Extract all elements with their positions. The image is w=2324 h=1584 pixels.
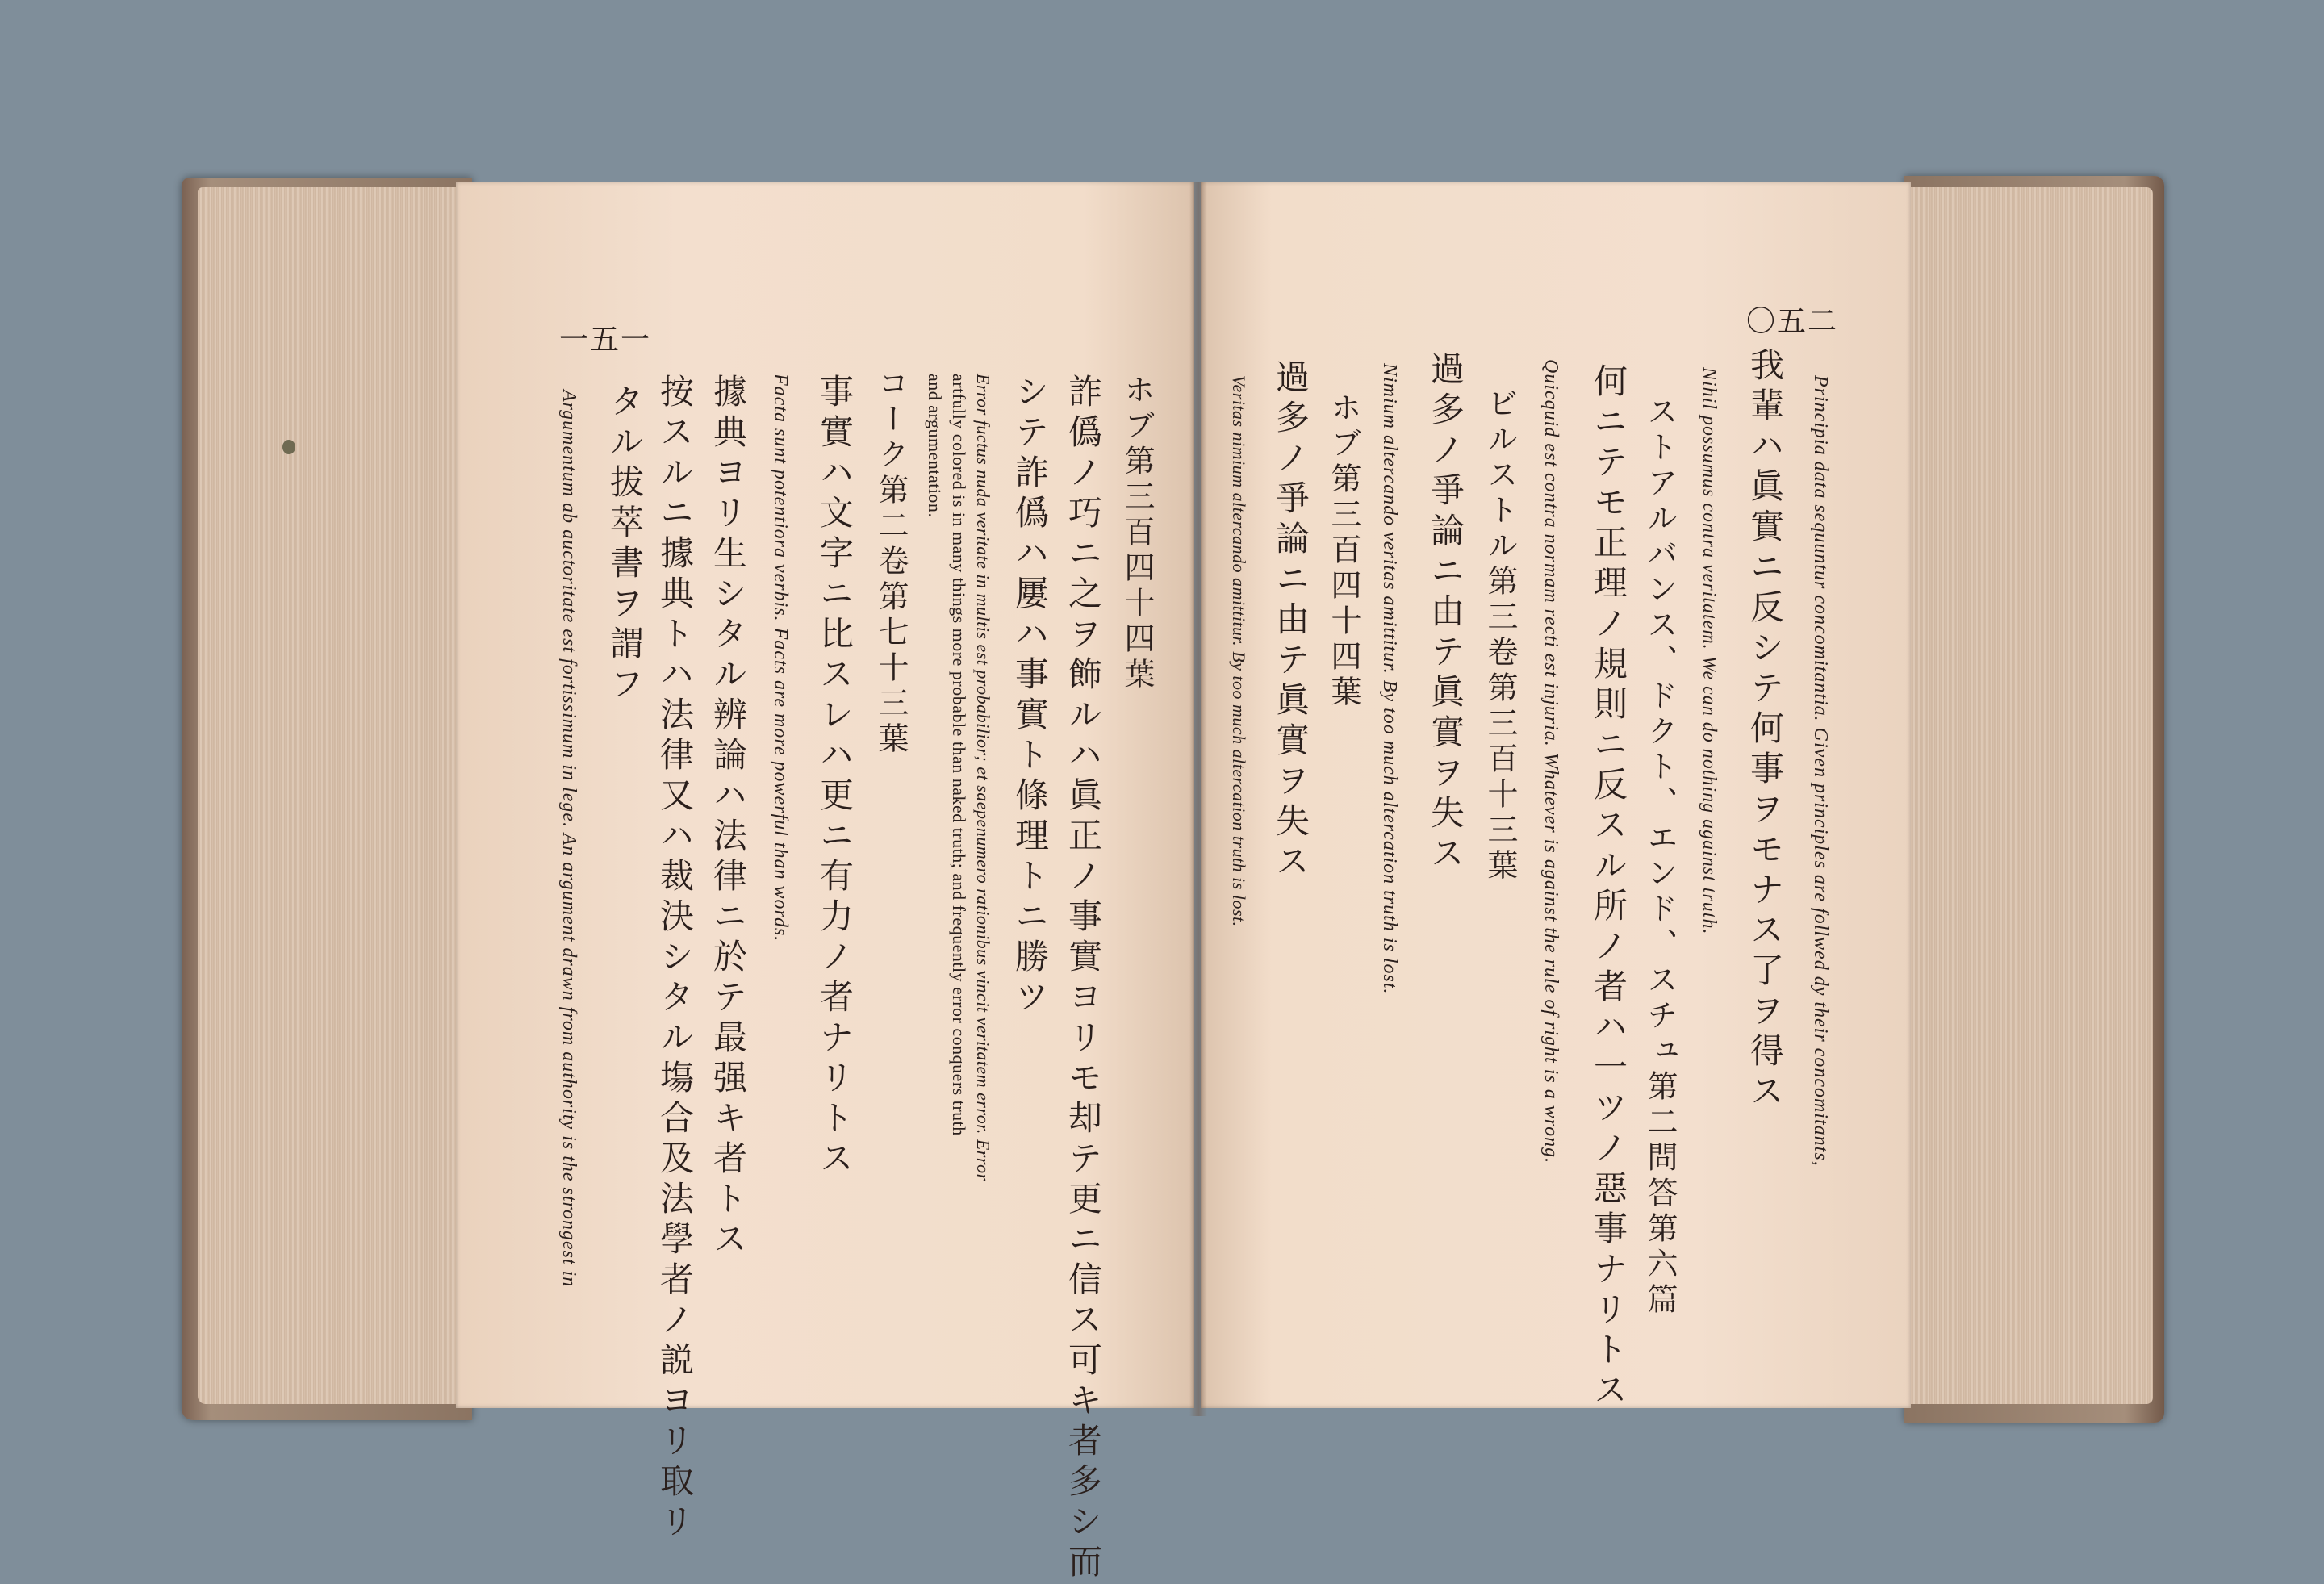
left-page-stack (198, 187, 456, 1404)
left-col-5: and argumentation. (925, 374, 945, 518)
book-gutter (1189, 182, 1207, 1416)
right-col-3: ストアルバンス、ドクト、エンド、スチュ第二問答第六篇 (1642, 395, 1678, 1319)
left-col-7: 事實ハ文字ニ比スレハ更ニ有力ノ者ナリトス (815, 374, 855, 1181)
left-page (456, 182, 1194, 1584)
right-col-4: 何ニテモ正理ノ規則ニ反スル所ノ者ハ一ツノ惡事ナリトス (1589, 363, 1628, 1412)
right-col-5: Quicquid est contra normam recti est injuria. Whatever is against the rule of right is a wrong. (1540, 359, 1561, 1164)
left-col-0: ホブ第三百四十四葉 (1119, 374, 1155, 693)
right-col-2: Nihil possumus contra veritatem. We can do nothing against truth. (1699, 367, 1720, 935)
right-col-0: Principia data sequuntur concomitantia. Given principles are follwed dy their concomitants, (1810, 375, 1831, 1167)
right-col-1: 我輩ハ眞實ニ反シテ何事ヲモナス了ヲ得ス (1745, 347, 1785, 1114)
right-page (1201, 182, 1911, 1412)
left-col-10: Argumentum ab auctoritate est fortissimum in lege. An argument drawn from authority is the strongest in (558, 390, 579, 1288)
right-col-8: Nimium altercando veritas amittitur. By too much altercation truth is lost. (1379, 363, 1400, 995)
right-page-number: 〇五二 (1746, 305, 1839, 338)
right-col-9: ホブ第三百四十四葉 (1326, 391, 1361, 711)
left-col-6: コーク第二卷第七十三葉 (873, 367, 909, 758)
left-col-4: artfully colored is in many things more probable than naked truth; and frequently error conquers truth (949, 374, 969, 1136)
right-col-7: 過多ノ爭論ニ由テ眞實ヲ失ス (1426, 351, 1465, 876)
right-col-10: 過多ノ爭論ニ由テ眞實ヲ失ス (1271, 359, 1310, 884)
left-col-3: Error fuctus nuda veritate in multis est probabilior; et saepenumero rationibus vincit veritatem error. Error (973, 374, 993, 1181)
left-col-9: 據典ヨリ生シタル辨論ハ法律ニ於テ最强キ者トス (708, 374, 748, 1261)
left-col-8: Facta sunt potentiora verbis. Facts are more powerful than words. (770, 374, 791, 942)
left-page-number: 一五一 (559, 324, 652, 357)
left-col-2: シテ詐僞ハ屢ハ事實ト條理トニ勝ツ (1010, 374, 1050, 1019)
right-col-6: ビルストル第三卷第三百十三葉 (1482, 387, 1518, 884)
left-col-11: 按スルニ據典トハ法律又ハ裁決シタル塲合及法學者ノ説ヨリ取リ (655, 374, 695, 1544)
binding-hole (282, 440, 295, 454)
right-page-stack (1911, 187, 2153, 1404)
left-col-1: 詐僞ノ巧ニ之ヲ飾ルハ眞正ノ事實ヨリモ却テ更ニ信ス可キ者多シ而 (1064, 374, 1103, 1584)
left-col-12: タル拔萃書ヲ謂フ (605, 383, 645, 706)
right-col-11: Veritas nimium altercando amittitur. By too much altercation truth is lost. (1229, 375, 1249, 927)
